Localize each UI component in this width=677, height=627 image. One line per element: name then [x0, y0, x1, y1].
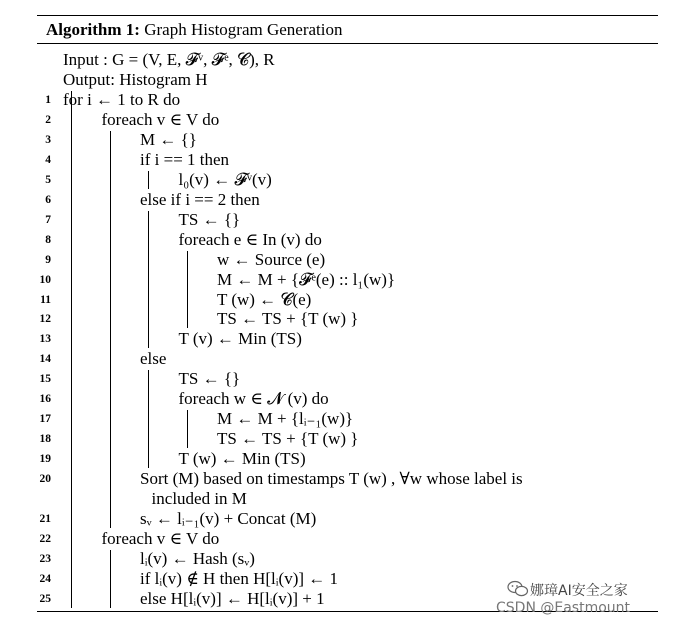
- line-code: lᵢ(v) ← Hash (sᵥ): [140, 549, 255, 568]
- line-code: TS ← TS + {T (w) }: [217, 429, 359, 449]
- line-number: 15: [39, 373, 51, 386]
- line-number: 21: [39, 513, 51, 526]
- algorithm-header: [37, 16, 658, 44]
- indent-guide: [187, 251, 188, 329]
- algorithm-line: [37, 130, 658, 150]
- algorithm-line: [37, 489, 658, 509]
- line-code: else: [140, 349, 167, 369]
- line-code: T (w) ← Min (TS): [178, 449, 306, 469]
- algorithm-line: [37, 449, 658, 469]
- algorithm-line: [37, 389, 658, 409]
- line-code: Output: Histogram H: [63, 69, 208, 89]
- watermark-wechat: 娜璋AI安全之家: [530, 583, 628, 599]
- algorithm-line: [37, 230, 658, 250]
- algorithm-title: [46, 20, 343, 40]
- algorithm-line: [37, 50, 658, 70]
- line-code: TS ← TS + {T (w) }: [217, 309, 359, 329]
- line-number: 17: [39, 413, 51, 426]
- line-code: M ← {}: [140, 129, 197, 149]
- line-number: 16: [39, 393, 51, 406]
- line-code: else if i == 2 then: [140, 189, 260, 209]
- line-number: 13: [39, 333, 51, 346]
- algorithm-line: [37, 549, 658, 569]
- line-number: 23: [39, 553, 51, 565]
- algorithm-line: [37, 170, 658, 190]
- indent-guide: [110, 131, 111, 528]
- indent-guide: [148, 171, 149, 189]
- line-number: 7: [45, 213, 51, 226]
- line-code: if lᵢ(v) ∉ H then H[lᵢ(v)] ← 1: [140, 568, 339, 588]
- line-code: sᵥ ← lᵢ₋₁(v) + Concat (M): [140, 509, 317, 529]
- line-code: w ← Source (e): [217, 249, 326, 269]
- algorithm-line: [37, 529, 658, 549]
- watermark-csdn: CSDN @Eastmount: [496, 600, 631, 616]
- algorithm-line: [37, 329, 658, 349]
- line-number: 10: [39, 273, 51, 286]
- algorithm-title-label: Algorithm 1:: [46, 20, 140, 39]
- line-number: 14: [39, 353, 51, 366]
- algorithm-line: [37, 349, 658, 369]
- line-code: M ← M + {𝓕ᵉ(e) :: l₁(w)}: [217, 269, 396, 289]
- algorithm-block: [37, 15, 658, 612]
- line-number: 18: [39, 433, 51, 446]
- line-code: Input : G = (V, E, 𝓕ᵛ, 𝓕ᵉ, 𝓒), R: [63, 50, 275, 69]
- line-number: 11: [40, 293, 51, 306]
- algorithm-line: [37, 110, 658, 130]
- algorithm-line: [37, 369, 658, 389]
- wechat-icon: [507, 580, 529, 598]
- line-code: TS ← {}: [178, 209, 241, 229]
- indent-guide: [110, 550, 111, 608]
- line-number: 6: [45, 193, 51, 206]
- indent-guide: [148, 211, 149, 349]
- line-code: TS ← {}: [178, 369, 241, 389]
- line-code: foreach w ∈ 𝓝 (v) do: [178, 389, 329, 409]
- line-number: 3: [45, 133, 51, 146]
- line-code: foreach e ∈ In (v) do: [178, 229, 322, 249]
- indent-guide: [71, 91, 72, 608]
- algorithm-line: [37, 469, 658, 489]
- algorithm-line: [37, 70, 658, 90]
- line-code: l₀(v) ← 𝓕ᵛ(v): [178, 169, 272, 189]
- algorithm-line: [37, 290, 658, 310]
- algorithm-line: [37, 409, 658, 429]
- line-code: Sort (M) based on timestamps T (w) , ∀w whose label is: [140, 469, 523, 489]
- line-number: 9: [45, 253, 51, 266]
- line-number: 20: [39, 473, 51, 486]
- line-code: T (v) ← Min (TS): [178, 329, 302, 349]
- algorithm-line: [37, 90, 658, 110]
- line-number: 12: [39, 313, 51, 326]
- line-number: 5: [45, 173, 51, 186]
- line-code: included in M: [151, 489, 247, 509]
- line-code: foreach v ∈ V do: [101, 109, 220, 129]
- algorithm-line: [37, 150, 658, 170]
- line-number: 8: [45, 233, 51, 246]
- line-code: T (w) ← 𝓒(e): [217, 289, 312, 309]
- line-code: else H[lᵢ(v)] ← H[lᵢ(v)] + 1: [140, 588, 325, 608]
- line-number: 22: [39, 533, 51, 546]
- algorithm-line: [37, 270, 658, 290]
- line-code: M ← M + {lᵢ₋₁(w)}: [217, 409, 354, 429]
- line-code: foreach v ∈ V do: [101, 529, 220, 549]
- line-number: 2: [45, 113, 51, 126]
- line-number: 1: [45, 93, 51, 106]
- line-number: 4: [45, 153, 51, 166]
- algorithm-title-text: Graph Histogram Generation: [144, 20, 343, 39]
- line-code: if i == 1 then: [140, 149, 230, 169]
- algorithm-line: [37, 309, 658, 329]
- indent-guide: [148, 370, 149, 468]
- algorithm-line: [37, 190, 658, 210]
- algorithm-line: [37, 429, 658, 449]
- indent-guide: [187, 410, 188, 448]
- line-number: 19: [39, 453, 51, 466]
- line-number: 25: [39, 592, 51, 605]
- algorithm-line: [37, 210, 658, 230]
- line-code: for i ← 1 to R do: [63, 89, 181, 109]
- algorithm-line: [37, 250, 658, 270]
- line-number: 24: [39, 572, 51, 585]
- algorithm-line: [37, 509, 658, 529]
